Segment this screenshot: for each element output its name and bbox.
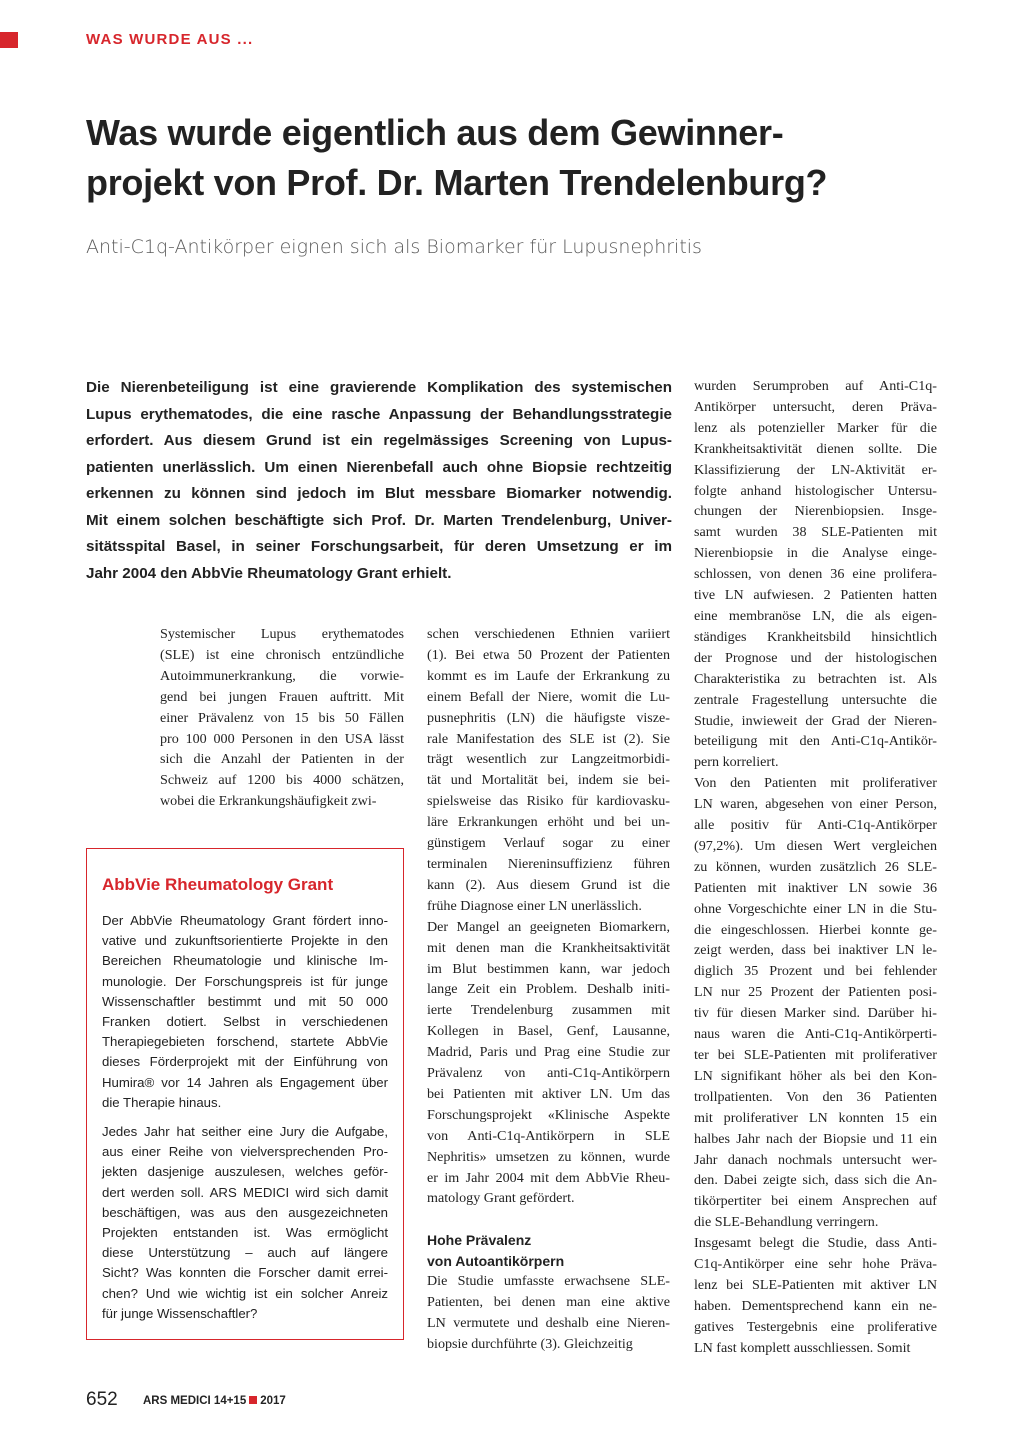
- publication-year: 2017: [260, 1395, 286, 1407]
- text-line: lenz bei SLE-Patienten mit aktiver LN: [694, 1276, 937, 1293]
- publication-name: ARS MEDICI 14+15: [143, 1395, 247, 1407]
- text-line: LN fast komplett ausschliessen. Somit: [694, 1339, 911, 1356]
- text-line: diglich 35 Prozent und bei fehlender: [694, 963, 937, 980]
- text-line: beteiligung mit den Anti-C1q-Antikör-: [694, 733, 937, 750]
- text-line: Von den Patienten mit proliferativer: [694, 775, 937, 792]
- text-line: kann (2). Aus diesem Grund ist die: [427, 876, 670, 893]
- text-line: Sicht? Was konnten die Forscher damit errei-: [102, 1265, 388, 1281]
- text-line: zeigt werden, dass bei inaktiver LN le-: [694, 942, 937, 959]
- text-line: trollpatienten. Von den 36 Patienten: [694, 1088, 937, 1105]
- article-subtitle: Anti-C1q-Antikörper eignen sich als Biomarker für Lupusnephritis: [86, 236, 702, 258]
- text-line: Jahr danach nochmals untersucht wer-: [694, 1151, 937, 1168]
- text-line: günstigem Verlauf sogar zu einer: [427, 835, 670, 852]
- text-line: (SLE) ist eine chronisch entzündliche: [160, 646, 404, 663]
- text-line: ierte Trendelenburg zusammen mit: [427, 1002, 670, 1019]
- text-line: LN waren, abgesehen von einer Person,: [694, 796, 937, 813]
- text-line: patienten unerlässlich. Um einen Nierenbefall auch ohne Biopsie rechtzeitig: [86, 458, 672, 476]
- text-line: (1). Bei etwa 50 Prozent der Patienten: [427, 646, 670, 663]
- text-line: chen? Und wie wichtig ist ein solcher Anreiz: [102, 1285, 388, 1301]
- text-line: eine membranöse LN, die als eigen-: [694, 607, 937, 624]
- column-paragraph: [427, 624, 670, 1209]
- text-line: er im Jahr 2004 mit dem AbbVie Rheu-: [427, 1169, 670, 1186]
- text-line: lange Zeit ein Problem. Deshalb initi-: [427, 981, 670, 998]
- text-line: haben. Dementsprechend kann ein ne-: [694, 1297, 937, 1314]
- text-line: mit denen man die Krankheitsaktivität: [427, 939, 670, 956]
- text-line: pern korreliert.: [694, 754, 779, 771]
- text-line: einem Befall der Niere, womit die Lu-: [427, 688, 670, 705]
- text-line: gatives Testergebnis eine proliferative: [694, 1318, 937, 1335]
- text-line: schen verschiedenen Ethnien variiert: [427, 626, 670, 642]
- text-line: terminalen Niereninsuffizienz führen: [427, 855, 670, 872]
- text-line: Jedes Jahr hat seither eine Jury die Aufgabe,: [102, 1124, 388, 1140]
- text-line: Bereichen Rheumatologie und klinische Im-: [102, 953, 388, 969]
- text-line: im Blut bestimmen kann, war jedoch: [427, 960, 670, 977]
- text-line: Krankheitsaktivität dienen sollte. Die: [694, 440, 937, 457]
- text-column-3: [694, 376, 937, 1359]
- info-box-paragraph: [102, 911, 388, 1113]
- text-line: ter bei SLE-Patienten mit proliferativer: [694, 1047, 937, 1063]
- text-line: die Therapie hinaus.: [102, 1094, 222, 1110]
- text-line: Die Nierenbeteiligung ist eine gravierende Komplikation des systemischen: [86, 379, 672, 396]
- section-marker: [0, 32, 18, 48]
- text-line: sich die Anzahl der Patienten in der: [160, 751, 404, 768]
- text-line: Autoimmunerkrankung, die vorwie-: [160, 667, 404, 684]
- text-line: ständiges Krankheitsbild hinsichtlich: [694, 628, 937, 645]
- article-headline: [86, 108, 946, 208]
- text-line: Therapiegebieten forschend, startete AbbVie: [102, 1034, 388, 1050]
- text-line: Madrid, Paris und Prag eine Studie zur: [427, 1044, 670, 1061]
- info-box: [86, 848, 404, 1340]
- text-line: einer Prävalenz von 15 bis 50 Fällen: [160, 709, 404, 726]
- text-line: für junge Wissenschaftler?: [102, 1305, 258, 1321]
- text-line: LN nur 25 Prozent der Patienten posi-: [694, 984, 937, 1001]
- info-box-paragraph: [102, 1122, 388, 1324]
- subheading-line: von Autoantikörpern: [427, 1252, 565, 1269]
- text-column-2: [427, 624, 670, 1355]
- text-line: Forschungsprojekt «Klinische Aspekte: [427, 1106, 670, 1123]
- text-column-1: [160, 624, 404, 812]
- text-line: Die Studie umfasste erwachsene SLE-: [427, 1273, 670, 1290]
- text-line: Patienten, bei denen man eine aktive: [427, 1294, 670, 1311]
- text-line: erfordert. Aus diesem Grund ist ein regelmässiges Screening von Lupus-: [86, 432, 672, 449]
- text-line: Jahr 2004 den AbbVie Rheumatology Grant erhielt.: [86, 564, 452, 582]
- footer-square-icon: [249, 1396, 257, 1404]
- text-line: bei Patienten mit aktiver LN. Um das: [427, 1085, 670, 1102]
- text-line: Klassifizierung der LN-Aktivität er-: [694, 461, 937, 478]
- text-line: munologie. Der Forschungspreis ist für junge: [102, 973, 388, 989]
- text-line: frühe Diagnose einer LN unerlässlich.: [427, 897, 642, 914]
- text-line: sitätsspital Basel, in seiner Forschungsarbeit, für deren Umsetzung er im: [86, 538, 672, 555]
- text-line: wurden Serumproben auf Anti-C1q-: [694, 378, 937, 394]
- text-line: Nephritis» umsetzen zu können, wurde: [427, 1148, 670, 1165]
- text-line: läre Erkrankungen erhöht und bei un-: [427, 814, 670, 831]
- text-line: jekten dasjenige auszulesen, welches geför-: [102, 1164, 388, 1180]
- subheading: [427, 1230, 670, 1271]
- text-line: alle positiv für Anti-C1q-Antikörper: [694, 817, 937, 834]
- info-box-title: AbbVie Rheumatology Grant: [102, 875, 334, 894]
- text-line: Franken dotiert. Selbst in verschiedenen: [102, 1014, 388, 1030]
- text-line: Charakteristika zu betrachten ist. Als: [694, 670, 937, 687]
- text-line: die eingeschlossen. Hierbei konnte ge-: [694, 921, 937, 938]
- text-line: Studie, inwieweit der Grad der Nieren-: [694, 712, 937, 729]
- text-line: kommt es im Laufe der Erkrankung zu: [427, 667, 670, 684]
- text-line: Patienten mit inaktiver LN sowie 36: [694, 879, 937, 896]
- page-number: 652: [86, 1389, 118, 1410]
- text-line: dieses Förderprojekt mit der Einführung von: [102, 1054, 388, 1070]
- publication-footer: [143, 1395, 286, 1407]
- text-line: biopsie durchführte (3). Gleichzeitig: [427, 1336, 633, 1353]
- text-line: samt wurden 38 SLE-Patienten mit: [694, 524, 937, 541]
- text-line: LN signifikant höher als bei den Kon-: [694, 1067, 937, 1084]
- text-line: diese Unterstützung – auch auf längere: [102, 1245, 388, 1261]
- text-line: naus waren die Anti-C1q-Antikörperti-: [694, 1026, 937, 1043]
- text-line: dert werden soll. ARS MEDICI wird sich damit: [102, 1184, 388, 1200]
- text-line: pro 100 000 Personen in den USA lässt: [160, 730, 404, 747]
- text-line: die SLE-Behandlung verringern.: [694, 1214, 879, 1231]
- text-line: rale Manifestation des SLE ist (2). Sie: [427, 730, 670, 747]
- info-box-body: [102, 911, 388, 1324]
- text-line: zentrale Fragestellung untersuchte die: [694, 691, 937, 708]
- text-line: beschäftigen, was aus den ausgezeichneten: [102, 1204, 388, 1220]
- text-line: spielsweise das Risiko für kardiovasku-: [427, 793, 670, 810]
- text-line: lenz als potenzieller Marker für die: [694, 419, 937, 436]
- text-line: Wissenschaftler bestimmt und mit 50 000: [102, 993, 388, 1009]
- text-line: Lupus erythematodes, die eine rasche Anpassung der Behandlungsstrategie: [86, 405, 672, 423]
- text-line: von Anti-C1q-Antikörpern in SLE: [427, 1127, 670, 1144]
- text-line: Systemischer Lupus erythematodes: [160, 626, 404, 642]
- text-line: Der AbbVie Rheumatology Grant fördert inno-: [102, 913, 388, 928]
- text-line: Prävalenz von anti-C1q-Antikörpern: [427, 1065, 670, 1082]
- text-line: erkennen zu können sind jedoch im Blut messbare Biomarker notwendig.: [86, 485, 672, 502]
- text-line: matology Grant gefördert.: [427, 1190, 575, 1207]
- lead-paragraph: [86, 375, 672, 587]
- text-line: trägt wesentlich zur Langzeitmorbidi-: [427, 751, 670, 768]
- text-line: gend bei jungen Frauen auftritt. Mit: [160, 688, 404, 705]
- text-line: Der Mangel an geeigneten Biomarkern,: [427, 918, 670, 935]
- text-line: mit proliferativer LN konnten 15 ein: [694, 1109, 937, 1126]
- text-line: tikörpertiter bei einem Ansprechen auf: [694, 1193, 937, 1210]
- text-line: schlossen, von denen 36 eine prolifera-: [694, 566, 937, 583]
- text-line: tiv für diesen Marker sind. Darüber hi-: [694, 1005, 937, 1022]
- text-line: chungen der Nierenbiopsien. Insge-: [694, 503, 937, 520]
- text-line: Humira® vor 14 Jahren als Engagement über: [102, 1074, 388, 1090]
- text-line: tive LN aufwiesen. 2 Patienten hatten: [694, 587, 937, 604]
- section-label: WAS WURDE AUS ...: [86, 31, 254, 48]
- text-line: Schweiz auf 1200 bis 4000 schätzen,: [160, 772, 404, 789]
- text-line: (97,2%). Um diesen Wert vergleichen: [694, 837, 937, 854]
- column-paragraph: [427, 1271, 670, 1355]
- text-line: zu können, wurden zusätzlich 26 SLE-: [694, 858, 937, 875]
- headline-line: projekt von Prof. Dr. Marten Trendelenburg?: [86, 162, 828, 203]
- text-line: tät und Mortalität bei, indem sie bei-: [427, 772, 670, 789]
- text-line: halbes Jahr nach der Biopsie und 11 ein: [694, 1130, 937, 1147]
- text-line: aus einer Reihe von vielversprechenden Pro-: [102, 1144, 388, 1160]
- subheading-line: Hohe Prävalenz: [427, 1232, 532, 1249]
- text-line: LN vermutete und deshalb eine Nieren-: [427, 1315, 670, 1332]
- text-line: Kollegen in Basel, Genf, Lausanne,: [427, 1023, 670, 1040]
- text-line: Nierenbiopsie in die Analyse einge-: [694, 545, 937, 562]
- text-line: pusnephritis (LN) die häufigste visze-: [427, 709, 670, 726]
- text-line: der Prognose und der histologischen: [694, 649, 937, 666]
- text-line: Insgesamt belegt die Studie, dass Anti-: [694, 1235, 937, 1252]
- headline-line: Was wurde eigentlich aus dem Gewinner-: [86, 112, 784, 153]
- text-line: Projekten entstanden ist. Was ermöglicht: [102, 1225, 388, 1241]
- text-line: vative und zukunftsorientierte Projekte in den: [102, 933, 388, 949]
- text-line: folgte anhand histologischer Untersu-: [694, 482, 937, 499]
- text-line: ohne Vorgeschichte einer LN in die Stu-: [694, 900, 937, 917]
- text-line: Mit einem solchen beschäftigte sich Prof. Dr. Marten Trendelenburg, Univer-: [86, 511, 672, 529]
- text-line: Antikörper untersucht, deren Präva-: [694, 398, 937, 415]
- text-line: wobei die Erkrankungshäufigkeit zwi-: [160, 793, 377, 810]
- text-line: den. Dabei zeigte sich, dass sich die An-: [694, 1172, 937, 1189]
- text-line: C1q-Antikörper eine sehr hohe Präva-: [694, 1256, 937, 1273]
